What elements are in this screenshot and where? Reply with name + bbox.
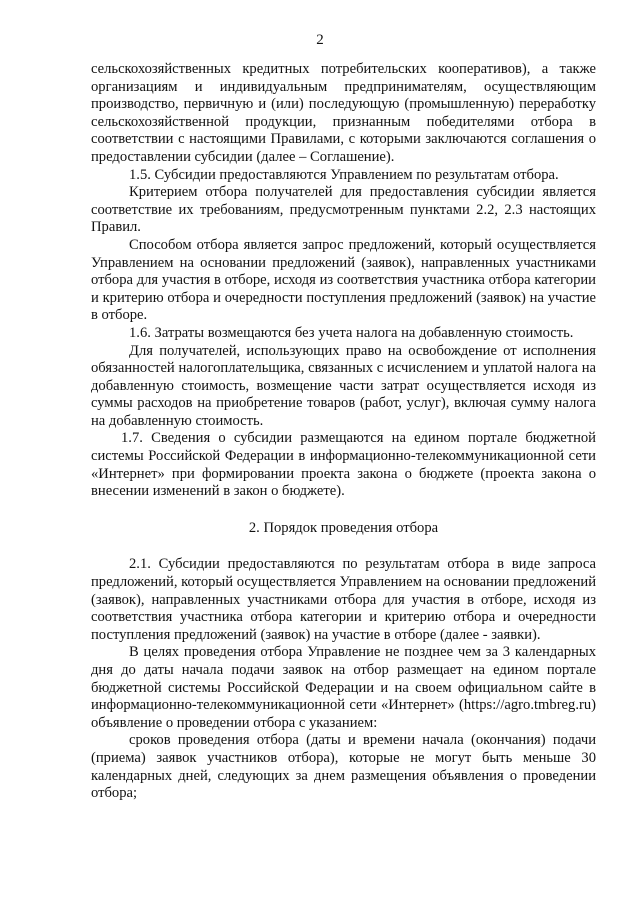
document-body bbox=[91, 61, 596, 803]
paragraph-announcement: В целях проведения отбора Управление не позднее чем за 3 календарных дня до даты начала подачи заявок на отбор размещает на едином портале бюджетной системы Российской Федерации и на своем официальном сайте в информационно-телекоммуникационной сети «Интернет» (https://agro.tmbreg.ru) объявление о проведении отбора с указанием: bbox=[91, 644, 596, 731]
paragraph-selection-criterion: Критерием отбора получателей для предоставления субсидии является соответствие их требованиям, предусмотренным пунктами 2.2, 2.3 настоящих Правил. bbox=[91, 184, 596, 236]
paragraph-vat-exemption: Для получателей, использующих право на освобождение от исполнения обязанностей налогоплательщика, связанных с исчислением и уплатой налога на добавленную стоимость, возмещение части затрат осуществляется исходя из суммы расходов на приобретение товаров (работ, услуг), включая сумму налога на добавленную стоимость. bbox=[91, 342, 596, 429]
paragraph-continuation: сельскохозяйственных кредитных потребительских кооперативов), а также организациям и индивидуальным предпринимателям, осуществляющим производство, первичную и (или) последующую (промышленную) переработку сельскохозяйственной продукции, признанным победителями отбора в соответствии с настоящими Правилами, с которыми заключаются соглашения о предоставлении субсидии (далее – Соглашение). bbox=[91, 61, 596, 165]
paragraph-selection-method: Способом отбора является запрос предложений, который осуществляется Управлением на основании предложений (заявок), направленных участниками отбора для участия в отборе, исходя из соответствия участника отбора категории и критерию отбора и очередности поступления предложений (заявок) на участие в отборе. bbox=[91, 236, 596, 324]
paragraph-deadlines: сроков проведения отбора (даты и времени начала (окончания) подачи (приема) заявок участников отбора), которые не могут быть меньше 30 календарных дней, следующих за днем размещения объявления о проведении отбора; bbox=[91, 732, 596, 802]
paragraph-1-7: 1.7. Сведения о субсидии размещаются на едином портале бюджетной системы Российской Федерации в информационно-телекоммуникационной сети «Интернет» при формировании проекта закона о бюджете (проекта закона о внесении изменений в закон о бюджете). bbox=[91, 430, 596, 500]
paragraph-1-5: 1.5. Субсидии предоставляются Управлением по результатам отбора. bbox=[129, 166, 559, 183]
paragraph-2-1: 2.1. Субсидии предоставляются по результатам отбора в виде запроса предложений, который осуществляется Управлением на основании предложений (заявок), направленных участниками отбора для участия в отборе, исходя из соответствия участника отбора категории и критерию отбора и очередности поступления предложений (заявок) на участие в отборе (далее - заявки). bbox=[91, 556, 596, 643]
page-number: 2 bbox=[316, 32, 324, 48]
paragraph-1-6: 1.6. Затраты возмещаются без учета налога на добавленную стоимость. bbox=[129, 324, 574, 341]
section-heading: 2. Порядок проведения отбора bbox=[248, 519, 439, 536]
